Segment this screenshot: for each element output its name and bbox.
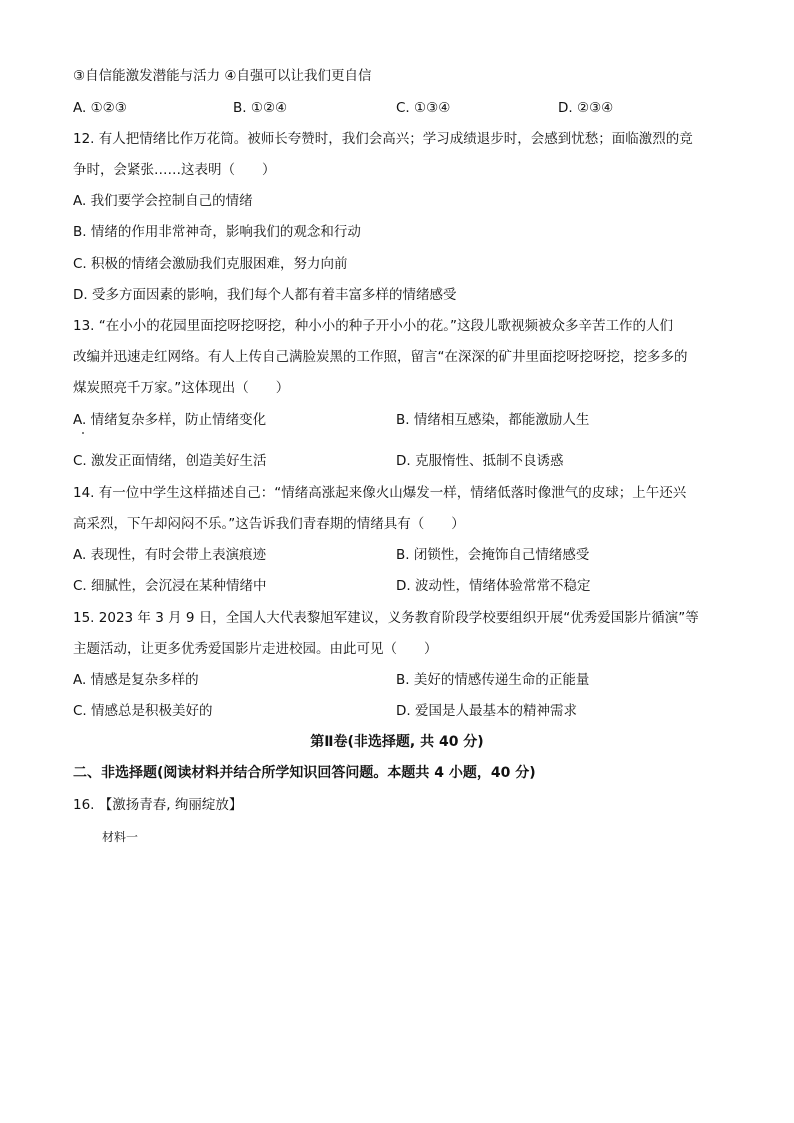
prev-option-a: A. ①②③ — [73, 100, 127, 116]
prev-option-d: D. ②③④ — [558, 100, 614, 116]
q15-stem-line2: 主题活动，让更多优秀爱国影片走进校园。由此可见（ ） — [73, 641, 438, 657]
previous-question-line: ③自信能激发潜能与活力 ④自强可以让我们更自信 — [73, 68, 372, 84]
q13-option-c: C. 激发正面情绪，创造美好生活 — [73, 453, 267, 469]
q15-option-d: D. 爱国是人最基本的精神需求 — [396, 703, 577, 719]
section-2-heading: 二、非选择题(阅读材料并结合所学知识回答问题。本题共 4 小题，40 分) — [73, 765, 536, 781]
prev-option-c: C. ①③④ — [396, 100, 451, 116]
q15-option-b: B. 美好的情感传递生命的正能量 — [396, 672, 590, 688]
material-one-label: 材料一 — [102, 830, 139, 844]
q13-option-a: A. 情绪复杂多样，防止情绪变化 — [73, 412, 267, 428]
q15-option-a: A. 情感是复杂多样的 — [73, 672, 199, 688]
q15-option-c: C. 情感总是积极美好的 — [73, 703, 213, 719]
q13-option-d: D. 克服惰性、抵制不良诱惑 — [396, 453, 564, 469]
q12-stem-line1: 12. 有人把情绪比作万花筒。被师长夸赞时，我们会高兴；学习成绩退步时，会感到忧愁；面临激烈的竞 — [73, 131, 693, 147]
q14-option-a: A. 表现性，有时会带上表演痕迹 — [73, 547, 267, 563]
section-2-title: 第Ⅱ卷(非选择题, 共 40 分) — [310, 734, 484, 750]
q12-option-c: C. 积极的情绪会激励我们克服困难，努力向前 — [73, 256, 348, 272]
q14-option-c: C. 细腻性，会沉浸在某种情绪中 — [73, 578, 267, 594]
q14-option-b: B. 闭锁性，会掩饰自己情绪感受 — [396, 547, 590, 563]
q14-option-d: D. 波动性，情绪体验常常不稳定 — [396, 578, 591, 594]
q14-stem-line1: 14. 有一位中学生这样描述自己：“情绪高涨起来像火山爆发一样，情绪低落时像泄气的皮球；上午还兴 — [73, 485, 687, 501]
q16-title: 16. 【激扬青春, 绚丽绽放】 — [73, 797, 243, 813]
q12-option-d: D. 受多方面因素的影响，我们每个人都有着丰富多样的情绪感受 — [73, 287, 457, 303]
q13-stem-line3: 煤炭照亮千万家。”这体现出（ ） — [73, 380, 290, 396]
q13-stem-line2: 改编并迅速走红网络。有人上传自己满脸炭黑的工作照，留言“在深深的矿井里面挖呀挖呀挖，挖多多的 — [73, 349, 688, 365]
q14-stem-line2: 高采烈，下午却闷闷不乐。”这告诉我们青春期的情绪具有（ ） — [73, 516, 465, 532]
q13-stem-line1: 13. “在小小的花园里面挖呀挖呀挖，种小小的种子开小小的花。”这段儿歌视频被众多辛苦工作的人们 — [73, 318, 673, 334]
q13-option-b: B. 情绪相互感染，都能激励人生 — [396, 412, 590, 428]
q12-option-b: B. 情绪的作用非常神奇，影响我们的观念和行动 — [73, 224, 361, 240]
q15-stem-line1: 15. 2023 年 3 月 9 日，全国人大代表黎旭军建议，义务教育阶段学校要组织开展“优秀爱国影片循演”等 — [73, 610, 699, 626]
stray-dot — [82, 432, 84, 434]
prev-option-b: B. ①②④ — [233, 100, 288, 116]
q12-option-a: A. 我们要学会控制自己的情绪 — [73, 193, 253, 209]
q12-stem-line2: 争时，会紧张……这表明（ ） — [73, 162, 276, 178]
